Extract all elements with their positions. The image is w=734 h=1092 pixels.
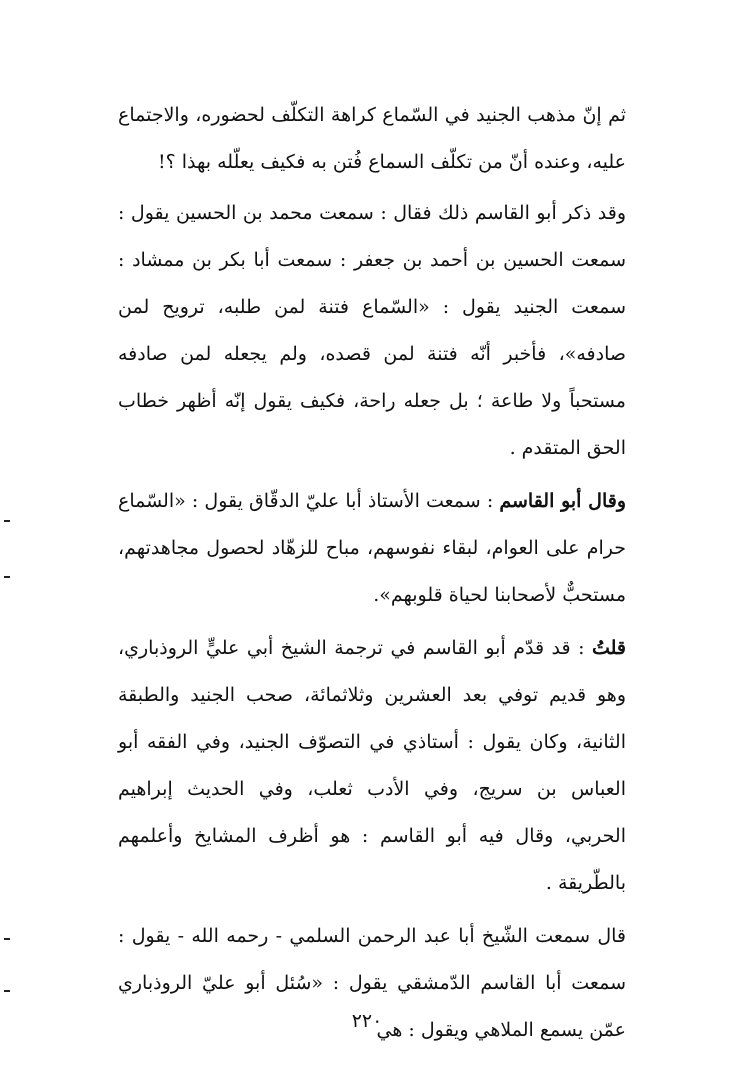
paragraph-1-text: ثم إنّ مذهب الجنيد في السّماع كراهة التكلّف لحضوره، والاجتماع عليه، وعنده أنّ من تكلّف السماع فُتن به فكيف يعلّله بهذا ؟! <box>118 104 626 173</box>
paragraph-4 <box>118 625 626 907</box>
paragraph-3 <box>118 478 626 619</box>
margin-mark <box>4 576 10 578</box>
margin-mark <box>4 990 10 992</box>
margin-mark <box>4 520 10 522</box>
page-number: ٢٢٠ <box>351 1010 383 1032</box>
paragraph-2 <box>118 190 626 472</box>
paragraph-3-lead: وقال أبو القاسم <box>499 490 626 512</box>
paragraph-5-text: قال سمعت الشّيخ أبا عبد الرحمن السلمي - رحمه الله - يقول : سمعت أبا القاسم الدّمشقي يقول : «سُئل أبو عليّ الروذباري عمّن يسمع الملاهي ويقول : هي <box>118 925 626 1041</box>
margin-mark <box>4 938 10 940</box>
paragraph-1 <box>118 92 626 186</box>
paragraph-2-text: وقد ذكر أبو القاسم ذلك فقال : سمعت محمد بن الحسين يقول : سمعت الحسين بن أحمد بن جعفر : سمعت أبا بكر بن ممشاد : سمعت الجنيد يقول : «السّماع فتنة لمن طلبه، ترويح لمن صادفه»، فأخبر أنّه فتنة لمن قصده، ولم يجعله لمن صادفه مستحباً ولا طاعة ؛ بل جعله راحة، فكيف يقول إنّه أظهر خطاب الحق المتقدم . <box>118 202 626 459</box>
page-body <box>118 92 626 1054</box>
paragraph-3-text: : سمعت الأستاذ أبا عليّ الدقّاق يقول : «السّماع حرام على العوام، لبقاء نفوسهم، مباح للزهّاد لحصول مجاهدتهم، مستحبٌّ لأصحابنا لحياة قلوبهم». <box>118 490 626 606</box>
paragraph-4-text: : قد قدّم أبو القاسم في ترجمة الشيخ أبي عليٍّ الروذباري، وهو قديم توفي بعد العشرين وثلاثمائة، صحب الجنيد والطبقة الثانية، وكان يقول : أستاذي في التصوّف الجنيد، وفي الفقه أبو العباس بن سريج، وفي الأدب ثعلب، وفي الحديث إبراهيم الحربي، وقال فيه أبو القاسم : هو أظرف المشايخ وأعلمهم بالطّريقة . <box>118 637 626 894</box>
paragraph-5 <box>118 913 626 1054</box>
paragraph-4-lead: قلتُ <box>591 637 626 659</box>
